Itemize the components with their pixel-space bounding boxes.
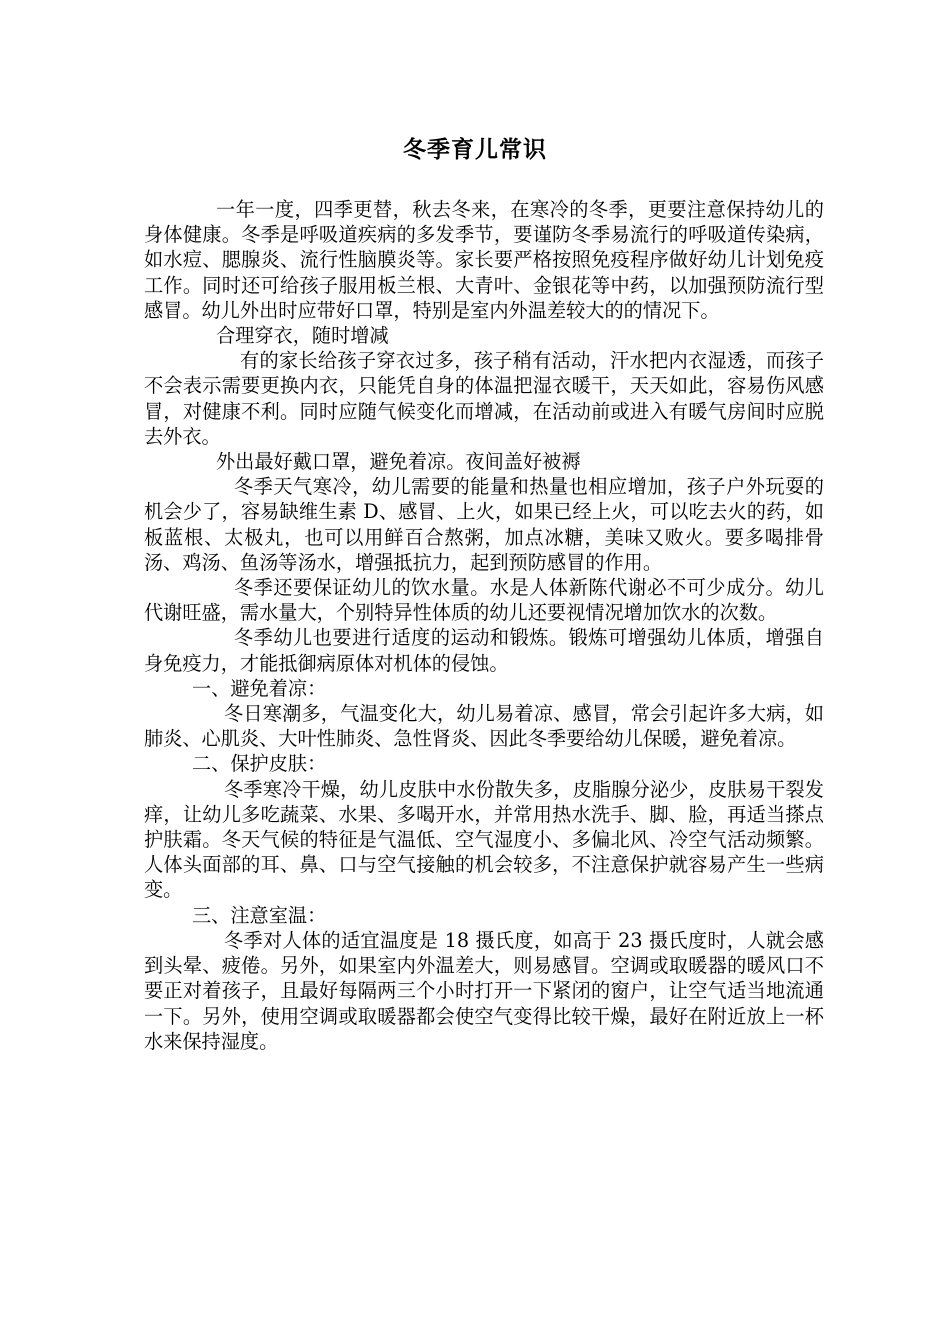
paragraph-room-temp: 冬季对人体的适宜温度是 18 摄氏度，如高于 23 摄氏度时，人就会感到头晕、疲倦。另外，如果室内外温差大，则易感冒。空调或取暖器的暖风口不要正对着孩子，且最好每隔两三个小时打开一下紧闭的窗户，让空气适当地流通一下。另外，使用空调或取暖器都会使空气变得比较干燥，最好在附近放上一杯水来保持湿度。 <box>144 928 824 1053</box>
paragraph-intro: 一年一度，四季更替，秋去冬来，在寒冷的冬季，更要注意保持幼儿的身体健康。冬季是呼吸道疾病的多发季节，要谨防冬季易流行的呼吸道传染病，如水痘、腮腺炎、流行性脑膜炎等。家长要严格按照免疫程序做好幼儿计划免疫工作。同时还可给孩子服用板兰根、大青叶、金银花等中药，以加强预防流行型感冒。幼儿外出时应带好口罩，特别是室内外温差较大的的情况下。 <box>144 198 824 322</box>
paragraph-avoid-cold: 冬日寒潮多，气温变化大，幼儿易着凉、感冒，常会引起许多大病，如肺炎、心肌炎、大叶性肺炎、急性肾炎、因此冬季要给幼儿保暖，避免着凉。 <box>144 702 824 751</box>
paragraph-nutrition: 冬季天气寒冷，幼儿需要的能量和热量也相应增加，孩子户外玩耍的机会少了，容易缺维生素 D、感冒、上火，如果已经上火，可以吃去火的药，如板蓝根、太极丸，也可以用鲜百合熬粥，加点冰糖，美味又败火。要多喝排骨汤、鸡汤、鱼汤等汤水，增强抵抗力，起到预防感冒的作用。 <box>144 475 824 574</box>
paragraph-water: 冬季还要保证幼儿的饮水量。水是人体新陈代谢必不可少成分。幼儿代谢旺盛，需水量大，个别特异性体质的幼儿还要视情况增加饮水的次数。 <box>144 576 824 625</box>
paragraph-exercise: 冬季幼儿也要进行适度的运动和锻炼。锻炼可增强幼儿体质，增强自身免疫力，才能抵御病原体对机体的侵蚀。 <box>144 626 824 675</box>
section-heading-skin: 二、保护皮肤： <box>192 752 327 776</box>
document-body <box>144 197 824 1054</box>
subheading-mask: 外出最好戴口罩，避免着凉。夜间盖好被褥 <box>216 450 581 474</box>
page-title: 冬季育儿常识 <box>403 137 547 163</box>
paragraph-skin: 冬季寒冷干燥，幼儿皮肤中水份散失多，皮脂腺分泌少，皮肤易干裂发痒，让幼儿多吃蔬菜、水果、多喝开水，并常用热水洗手、脚、脸，再适当搽点护肤霜。冬天气候的特征是气温低、空气湿度小、多偏北风、冷空气活动频繁。人体头面部的耳、鼻、口与空气接触的机会较多，不注意保护就容易产生一些病变。 <box>144 777 824 902</box>
section-heading-avoid-cold: 一、避免着凉： <box>192 676 327 700</box>
section-heading-room-temp: 三、注意室温： <box>192 903 327 927</box>
paragraph-dressing: 有的家长给孩子穿衣过多，孩子稍有活动，汗水把内衣湿透，而孩子不会表示需要更换内衣，只能凭自身的体温把湿衣暖干，天天如此，容易伤风感冒，对健康不利。同时应随气候变化而增减，在活动前或进入有暖气房间时应脱去外衣。 <box>144 349 824 448</box>
subheading-dressing: 合理穿衣，随时增减 <box>216 324 389 348</box>
